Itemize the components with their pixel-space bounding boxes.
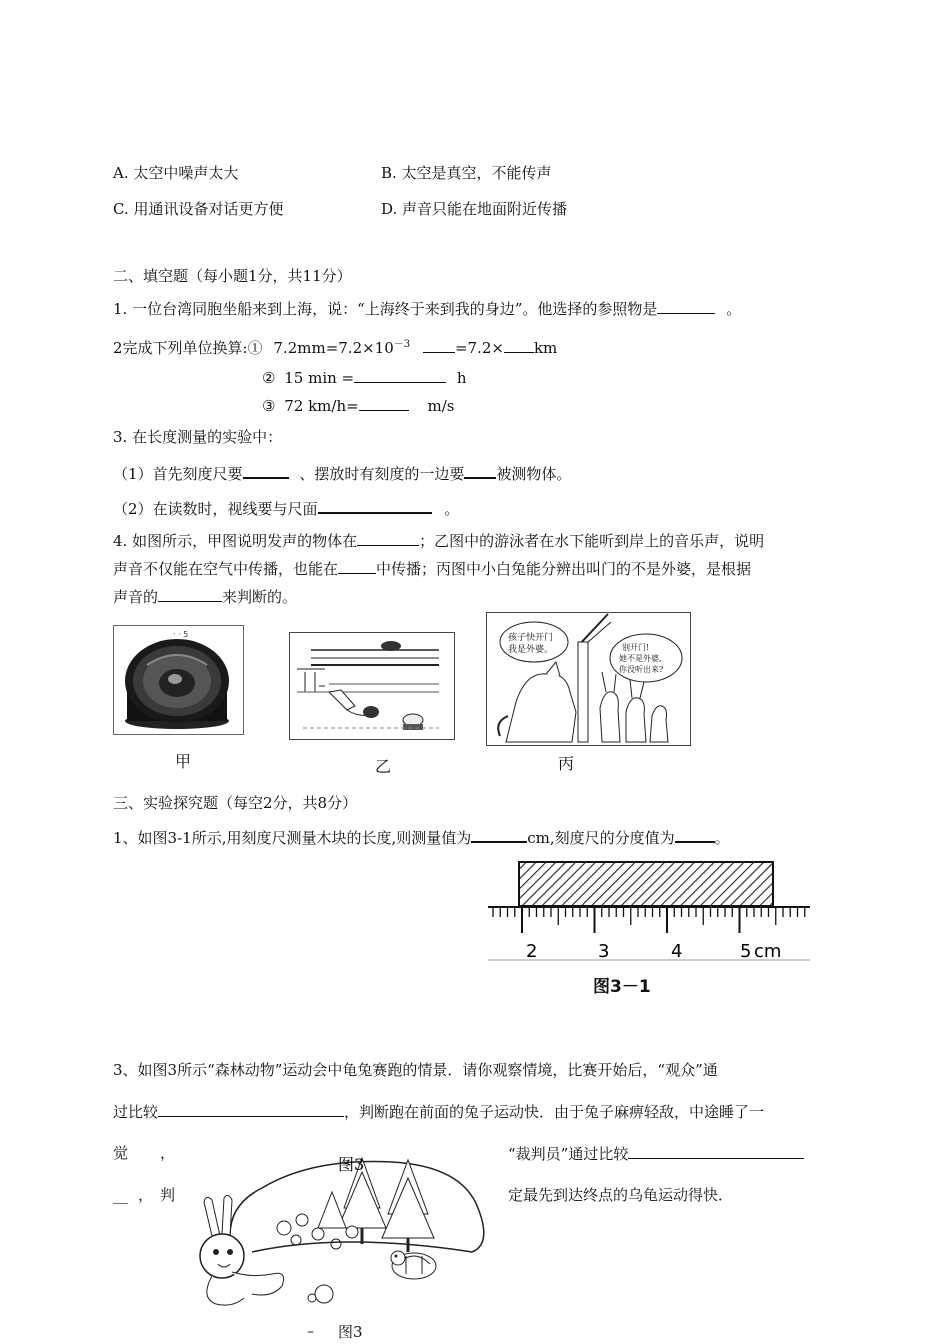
speaker-figure: [113, 625, 244, 735]
answer-blank[interactable]: [318, 497, 432, 514]
part1-b: 、摆放时有刻度的一边要: [299, 465, 465, 483]
caption-bing: 丙: [558, 754, 575, 773]
conversion-3-unit: m/s: [427, 397, 455, 415]
figure-3-caption: 图3: [338, 1323, 363, 1341]
question-3-3-line2: [113, 1101, 764, 1122]
answer-blank[interactable]: [338, 558, 376, 574]
rabbit-bubble-line3: 你没听出来?: [619, 665, 664, 674]
conversion-3-number: ③: [262, 397, 276, 415]
q4-text-3b: 来判断的。: [222, 588, 298, 606]
answer-blank[interactable]: [464, 462, 496, 479]
ruler-caption: 图3－1: [593, 977, 651, 997]
choice-c: C. 用通讯设备对话更方便: [113, 200, 284, 218]
question-2-2-line2: [262, 367, 467, 388]
answer-blank[interactable]: [243, 462, 289, 479]
section3-heading: 三、实验探究题（每空2分，共8分）: [113, 794, 358, 812]
ruler-label-5: 5: [740, 941, 752, 962]
choice-d: D. 声音只能在地面附近传播: [381, 200, 568, 218]
conversion-3-text: 72 km/h=: [284, 397, 359, 415]
conversion-2-text: 15 min =: [284, 369, 355, 387]
answer-blank[interactable]: [354, 367, 446, 383]
question-2-3-part2: [113, 497, 459, 519]
question-3-1: [113, 826, 730, 848]
question-3-3-line3: [508, 1143, 804, 1164]
q3-1-text-b: cm,刻度尺的分度值为: [527, 829, 675, 847]
question-2-1-end: 。: [726, 300, 742, 318]
conversion-1-exponent: －3: [393, 339, 411, 350]
svg-text:· · 5: · · 5: [173, 630, 189, 639]
answer-blank[interactable]: [471, 826, 527, 843]
q3-3-line4a: __: [113, 1186, 128, 1204]
part2-a: （2）在读数时，视线要与尺面: [113, 500, 318, 518]
rabbit-bubble-line1: 别开门!: [622, 643, 650, 652]
q3-3-line4b: ，: [138, 1186, 154, 1204]
ruler-ticks: [493, 907, 805, 933]
tortoise-hare-figure: [192, 1148, 500, 1328]
answer-blank[interactable]: [504, 337, 534, 353]
question-2-4-line3: [113, 586, 297, 607]
swimmer-figure: [289, 632, 455, 740]
answer-blank[interactable]: [158, 586, 222, 602]
answer-blank[interactable]: [628, 1143, 804, 1159]
answer-blank[interactable]: [675, 826, 715, 843]
conversion-1-mid: =7.2×: [454, 339, 504, 357]
wolf-bubble-line1: 孩子快开门: [508, 633, 554, 643]
section2-heading: 二、填空题（每小题1分，共11分）: [113, 267, 352, 285]
conversion-2-number: ②: [262, 369, 276, 387]
question-2-4-line1: [113, 530, 764, 551]
q4-text-2b: 中传播；丙图中小白兔能分辨出叫门的不是外婆，是根据: [376, 560, 752, 578]
q3-3-text-2b: ，判断跑在前面的兔子运动快．由于兔子麻痹轻敌，中途睡了一: [344, 1103, 765, 1121]
part1-c: 被测物体。: [496, 465, 572, 483]
wolf-rabbits-cartoon: [486, 612, 691, 746]
ruler-unit: cm: [754, 941, 782, 962]
ruler-label-2: 2: [526, 941, 538, 962]
part1-a: （1）首先刻度尺要: [113, 465, 243, 483]
question-2-1-text: 1. 一位台湾同胞坐船来到上海，说：“上海终于来到我的身边”。他选择的参照物是: [113, 300, 658, 318]
q3-3-text-3c: “裁判员”通过比较: [508, 1145, 629, 1163]
question-2-4-line2: [113, 558, 751, 579]
question-2-1: [113, 298, 741, 319]
q3-3-line3a: 觉: [113, 1144, 129, 1162]
q4-text-3a: 声音的: [113, 588, 159, 606]
q4-text-1b: ；乙图中的游泳者在水下能听到岸上的音乐声，说明: [419, 532, 765, 550]
ruler-figure: [488, 860, 812, 968]
q3-1-text-a: 1、如图3-1所示,用刻度尺测量木块的长度,则测量值为: [113, 829, 472, 847]
conversion-1-value: 7.2mm=7.2×10: [273, 339, 394, 357]
answer-blank[interactable]: [423, 337, 455, 353]
answer-blank[interactable]: [158, 1101, 344, 1117]
question-3-3-line1: 3、如图3所示“森林动物”运动会中龟兔赛跑的情景．请你观察情境，比赛开始后，“观众”通: [113, 1061, 718, 1079]
part2-b: 。: [444, 500, 460, 518]
q3-3-text-2a: 过比较: [113, 1103, 159, 1121]
conversion-2-unit: h: [456, 369, 467, 387]
answer-blank[interactable]: [359, 395, 409, 411]
q4-text-1a: 4. 如图所示，甲图说明发声的物体在: [113, 532, 358, 550]
q3-1-text-c: 。: [714, 829, 730, 847]
question-2-2-line3: [262, 395, 454, 416]
q3-3-line3b: ，: [160, 1144, 176, 1162]
answer-blank[interactable]: [657, 298, 715, 314]
question-2-2-intro: 2完成下列单位换算:①: [113, 339, 263, 357]
caption-dash: –: [307, 1324, 314, 1340]
caption-yi: 乙: [375, 757, 392, 776]
ruler-label-3: 3: [598, 941, 610, 962]
choice-a: A. 太空中噪声太大: [113, 164, 239, 182]
q3-3-line4d: 定最先到达终点的乌龟运动得快．: [508, 1186, 734, 1204]
rabbit-bubble-line2: 她不是外婆,: [619, 654, 662, 663]
figure-3-label: 图3: [338, 1155, 365, 1174]
question-2-3-intro: 3. 在长度测量的实验中：: [113, 428, 283, 446]
conversion-1-unit: km: [533, 339, 558, 357]
q4-text-2a: 声音不仅能在空气中传播，也能在: [113, 560, 339, 578]
wolf-bubble-line2: 我是外婆。: [508, 645, 554, 655]
caption-jia: 甲: [175, 752, 192, 771]
answer-blank[interactable]: [357, 530, 419, 546]
question-2-2: [113, 335, 557, 358]
choice-b: B. 太空是真空，不能传声: [381, 164, 552, 182]
ruler-label-4: 4: [671, 941, 683, 962]
q3-3-line4c: 判: [160, 1186, 176, 1204]
question-2-3-part1: [113, 462, 571, 484]
